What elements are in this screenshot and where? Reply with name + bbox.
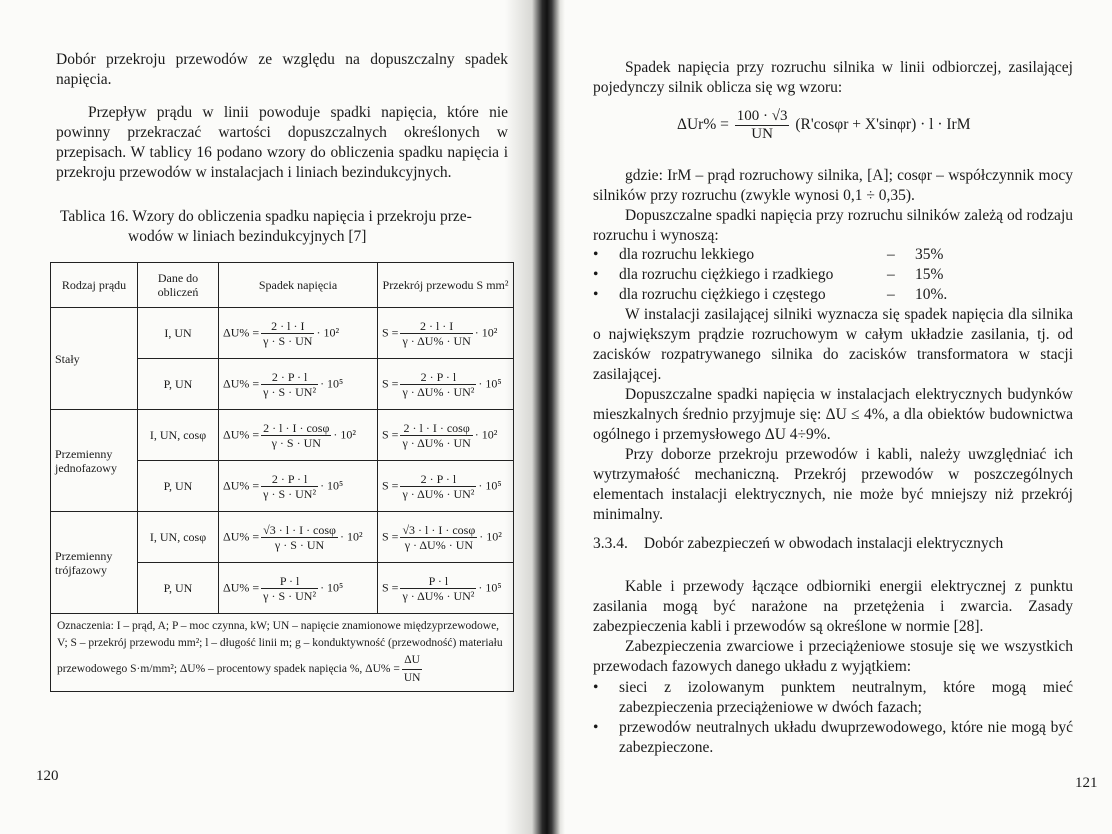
formula-fraction — [261, 472, 318, 501]
right-paragraph-6: Przy doborze przekroju przewodów i kabli, należy uwzględniać ich wytrzymałość mechaniczną. Przekrój przewodów w poszczególnych elementach instalacji elektrycznych, nie może być mniejszy niż przekrój minimalny. — [593, 446, 1073, 523]
section-number: 3.3.4. — [593, 535, 628, 552]
formula-numerator: P · l — [261, 574, 318, 589]
formula-denominator: γ · ΔU% · UN — [402, 333, 471, 348]
voltage-drop-formula — [219, 359, 378, 410]
table-row — [51, 308, 514, 359]
left-intro-paragraph: Przepływ prądu w linii powoduje spadki napięcia, które nie powinny przekraczać wartości dopuszczalnych określonych w przepisach. W tablicy 16 podano wzory do obliczenia spadku napięcia i przekroju przewodów w instalacjach i liniach bezindukcyjnych. — [56, 104, 508, 181]
formula-fraction — [400, 574, 476, 603]
voltage-drop-formula — [219, 512, 378, 563]
formula-lhs: S = — [382, 477, 399, 492]
formula-denominator: γ · S · UN² — [263, 588, 317, 603]
notes-formula-numerator: ΔU — [402, 652, 423, 670]
formula-numerator: 2 · P · l — [400, 370, 476, 385]
right-paragraph-4: W instalacji zasilającej silniki wyznacza się spadek napięcia dla silnika o największym prądzie rozruchowym w całym układzie zasilania, tj. od zacisków rozpatrywanego silnika do zacisków transformatora w stacji zasilającej. — [593, 306, 1073, 383]
formula-denominator: γ · ΔU% · UN² — [402, 384, 475, 399]
table-caption-line2: wodów w liniach bezindukcyjnych [7] — [128, 228, 367, 245]
bullet-icon: • — [593, 266, 599, 283]
formula-multiplier: · 10² — [333, 426, 356, 441]
list-item — [593, 718, 1073, 758]
list-item-value: 35% — [915, 246, 944, 263]
formula-denominator: γ · ΔU% · UN² — [402, 486, 475, 501]
formula-lhs: ΔU% = — [223, 324, 260, 339]
page-number-left: 120 — [36, 768, 59, 784]
formula-fraction — [400, 421, 472, 450]
right-paragraph-8: Zabezpieczenia zwarciowe i przeciążeniowe stosuje się we wszystkich przewodach fazowych danego układu z wyjątkiem: — [593, 638, 1073, 675]
formula-denominator: γ · S · UN — [274, 537, 325, 552]
notes-formula-lhs: ΔU% = — [365, 663, 400, 676]
formula-lhs: S = — [382, 528, 399, 543]
cross-section-formula — [378, 308, 514, 359]
header-input-data: Dane do obliczeń — [138, 263, 219, 308]
list-item-value: 15% — [915, 266, 944, 283]
formula-lhs: ΔU% = — [223, 375, 260, 390]
voltage-drop-formula — [219, 461, 378, 512]
row-kind: Przemienny jednofazowy — [51, 410, 138, 512]
list-item-label: dla rozruchu ciężkiego i rzadkiego — [619, 266, 834, 283]
formula-fraction — [735, 108, 790, 143]
formula-numerator: 2 · l · I · cosφ — [400, 421, 472, 436]
formula-multiplier: · 10⁵ — [478, 477, 502, 492]
formula-fraction — [261, 574, 318, 603]
cross-section-formula — [378, 563, 514, 614]
formula-fraction — [400, 319, 472, 348]
right-paragraph-3: Dopuszczalne spadki napięcia przy rozruchu silników zależą od rodzaju rozruchu i wynoszą: — [593, 207, 1073, 244]
list-item-value: 10%. — [915, 286, 948, 303]
table-caption — [60, 207, 505, 247]
formula-multiplier: · 10² — [474, 426, 498, 441]
list-item-label: dla rozruchu lekkiego — [619, 246, 755, 263]
header-current-type: Rodzaj prądu — [51, 263, 138, 308]
list-item — [593, 245, 1073, 265]
formula-denominator: γ · S · UN — [263, 333, 313, 348]
bullet-icon: • — [593, 679, 599, 696]
cross-section-formula — [378, 461, 514, 512]
formula-numerator: 2 · l · I — [261, 319, 314, 334]
right-paragraph-1: Spadek napięcia przy rozruchu silnika w linii odbiorczej, zasilającej pojedynczy silnik oblicza się wg wzoru: — [593, 59, 1073, 96]
list-item-dash: – — [887, 286, 895, 303]
row-kind: Stały — [51, 308, 138, 410]
voltage-drop-formula — [219, 563, 378, 614]
formula-multiplier: · 10⁵ — [320, 579, 344, 594]
voltage-drop-formula — [219, 410, 378, 461]
formula-fraction — [261, 319, 314, 348]
formula-numerator: P · l — [400, 574, 476, 589]
right-paragraph-5: Dopuszczalne spadki napięcia w instalacjach elektrycznych budynków mieszkalnych średnio przyjmuje się: ΔU ≤ 4%, a dla obiektów budownictwa ogólnego i przemysłowego ΔU 4÷9%. — [593, 386, 1073, 443]
formula-numerator: 100 · √3 — [736, 108, 788, 124]
formula-multiplier: · 10² — [339, 528, 363, 543]
table-header-row — [51, 263, 514, 308]
row-given: P, UN — [138, 563, 219, 614]
formula-lhs: ΔU% = — [223, 477, 260, 492]
right-page — [565, 0, 1112, 834]
bullet-icon: • — [593, 719, 599, 736]
formula-denominator: γ · S · UN — [271, 435, 321, 450]
formula-fraction — [261, 523, 338, 552]
row-given: I, UN — [138, 308, 219, 359]
formula-fraction — [400, 523, 477, 552]
formula-multiplier: · 10² — [474, 324, 498, 339]
formula-lhs: S = — [382, 579, 399, 594]
formula-lhs: S = — [382, 426, 399, 441]
formula-numerator: 2 · P · l — [400, 472, 476, 487]
formula-lhs: ΔU% = — [223, 426, 260, 441]
formula-multiplier: · 10⁵ — [478, 579, 502, 594]
formula-lhs: ΔU% = — [223, 579, 260, 594]
list-item-dash: – — [887, 246, 895, 263]
notes-text: Oznaczenia: I – prąd, A; P – moc czynna, kW; UN – napięcie znamionowe międzyprzewodowe, V; S – przekrój przewodu mm²; l – długość linii m; g – konduktywność (przewodność) materiału przewodowego S·m/mm²; ΔU% – procentowy spadek napięcia %, — [57, 620, 503, 676]
right-paragraph-7: Kable i przewody łączące odbiorniki energii elektrycznej z punktu zasilania mogą być narażone na przetężenia i zwarcia. Zasady zabezpieczenia kabli i przewodów są określone w normie [28]. — [593, 578, 1073, 635]
row-given: P, UN — [138, 359, 219, 410]
formula-denominator: γ · ΔU% · UN — [402, 435, 471, 450]
header-voltage-drop: Spadek napięcia — [219, 263, 378, 308]
table-row — [51, 512, 514, 563]
bullet-icon: • — [593, 246, 599, 263]
formula-multiplier: · 10⁵ — [320, 477, 344, 492]
formula-denominator: UN — [751, 126, 773, 142]
list-item-dash: – — [887, 266, 895, 283]
formula-denominator: γ · S · UN² — [263, 486, 317, 501]
list-item — [593, 265, 1073, 285]
bullet-icon: • — [593, 286, 599, 303]
formula-numerator: 2 · l · I — [400, 319, 472, 334]
formula-numerator: √3 · l · I · cosφ — [263, 522, 336, 537]
cross-section-formula — [378, 359, 514, 410]
formula-multiplier: · 10² — [479, 528, 502, 543]
starting-drop-list — [593, 245, 1073, 305]
table-notes-row — [51, 614, 514, 692]
list-item — [593, 285, 1073, 305]
formula-fraction — [261, 370, 318, 399]
formula-numerator: 2 · P · l — [261, 370, 318, 385]
formula-rhs: (R'cosφr + X'sinφr) · l · IrM — [795, 116, 971, 134]
formula-denominator: γ · S · UN² — [263, 384, 317, 399]
formula-denominator: γ · ΔU% · UN — [404, 537, 474, 552]
section-heading — [593, 535, 1003, 553]
formula-numerator: 2 · P · l — [261, 472, 318, 487]
formula-table — [50, 262, 514, 692]
formula-multiplier: · 10⁵ — [478, 375, 502, 390]
exceptions-list — [593, 678, 1073, 758]
left-heading: Dobór przekroju przewodów ze względu na dopuszczalny spadek napięcia. — [56, 51, 508, 88]
left-page — [0, 0, 540, 834]
table-caption-line1: Tablica 16. Wzory do obliczenia spadku napięcia i przekroju prze- — [60, 208, 472, 225]
row-given: I, UN, cosφ — [138, 512, 219, 563]
list-item-label: dla rozruchu ciężkiego i częstego — [619, 286, 826, 303]
formula-lhs: S = — [382, 324, 399, 339]
formula-lhs: ΔU% = — [223, 528, 260, 543]
voltage-drop-formula — [219, 308, 378, 359]
right-paragraph-2: gdzie: IrM – prąd rozruchowy silnika, [A]; cosφr – współczynnik mocy silników przy rozruchu (zwykle wynosi 0,1 ÷ 0,35). — [593, 167, 1073, 204]
table-row — [51, 410, 514, 461]
notes-formula-denominator: UN — [403, 672, 421, 684]
list-item — [593, 678, 1073, 718]
page-number-right: 121 — [1075, 775, 1098, 791]
row-given: I, UN, cosφ — [138, 410, 219, 461]
formula-denominator: γ · ΔU% · UN² — [402, 588, 475, 603]
cross-section-formula — [378, 410, 514, 461]
notes-formula-fraction — [402, 652, 423, 687]
formula-lhs: ΔUr% = — [677, 116, 729, 134]
section-title: Dobór zabezpieczeń w obwodach instalacji elektrycznych — [643, 535, 1004, 552]
formula-multiplier: · 10² — [316, 324, 340, 339]
table-notes — [51, 614, 514, 692]
starting-voltage-drop-formula — [677, 108, 970, 143]
formula-fraction — [400, 472, 476, 501]
formula-fraction — [261, 421, 331, 450]
cross-section-formula — [378, 512, 514, 563]
formula-multiplier: · 10⁵ — [320, 375, 344, 390]
formula-fraction — [400, 370, 476, 399]
header-cross-section: Przekrój przewodu S mm² — [378, 263, 514, 308]
formula-numerator: √3 · l · I · cosφ — [402, 522, 476, 537]
formula-lhs: S = — [382, 375, 399, 390]
formula-numerator: 2 · l · I · cosφ — [263, 420, 330, 435]
list-item-text: przewodów neutralnych układu dwuprzewodowego, które nie mogą być zabezpieczone. — [619, 719, 1073, 756]
row-kind: Przemienny trójfazowy — [51, 512, 138, 614]
row-given: P, UN — [138, 461, 219, 512]
list-item-text: sieci z izolowanym punktem neutralnym, które mogą mieć zabezpieczenia przeciążeniowe w dwóch fazach; — [619, 679, 1073, 716]
